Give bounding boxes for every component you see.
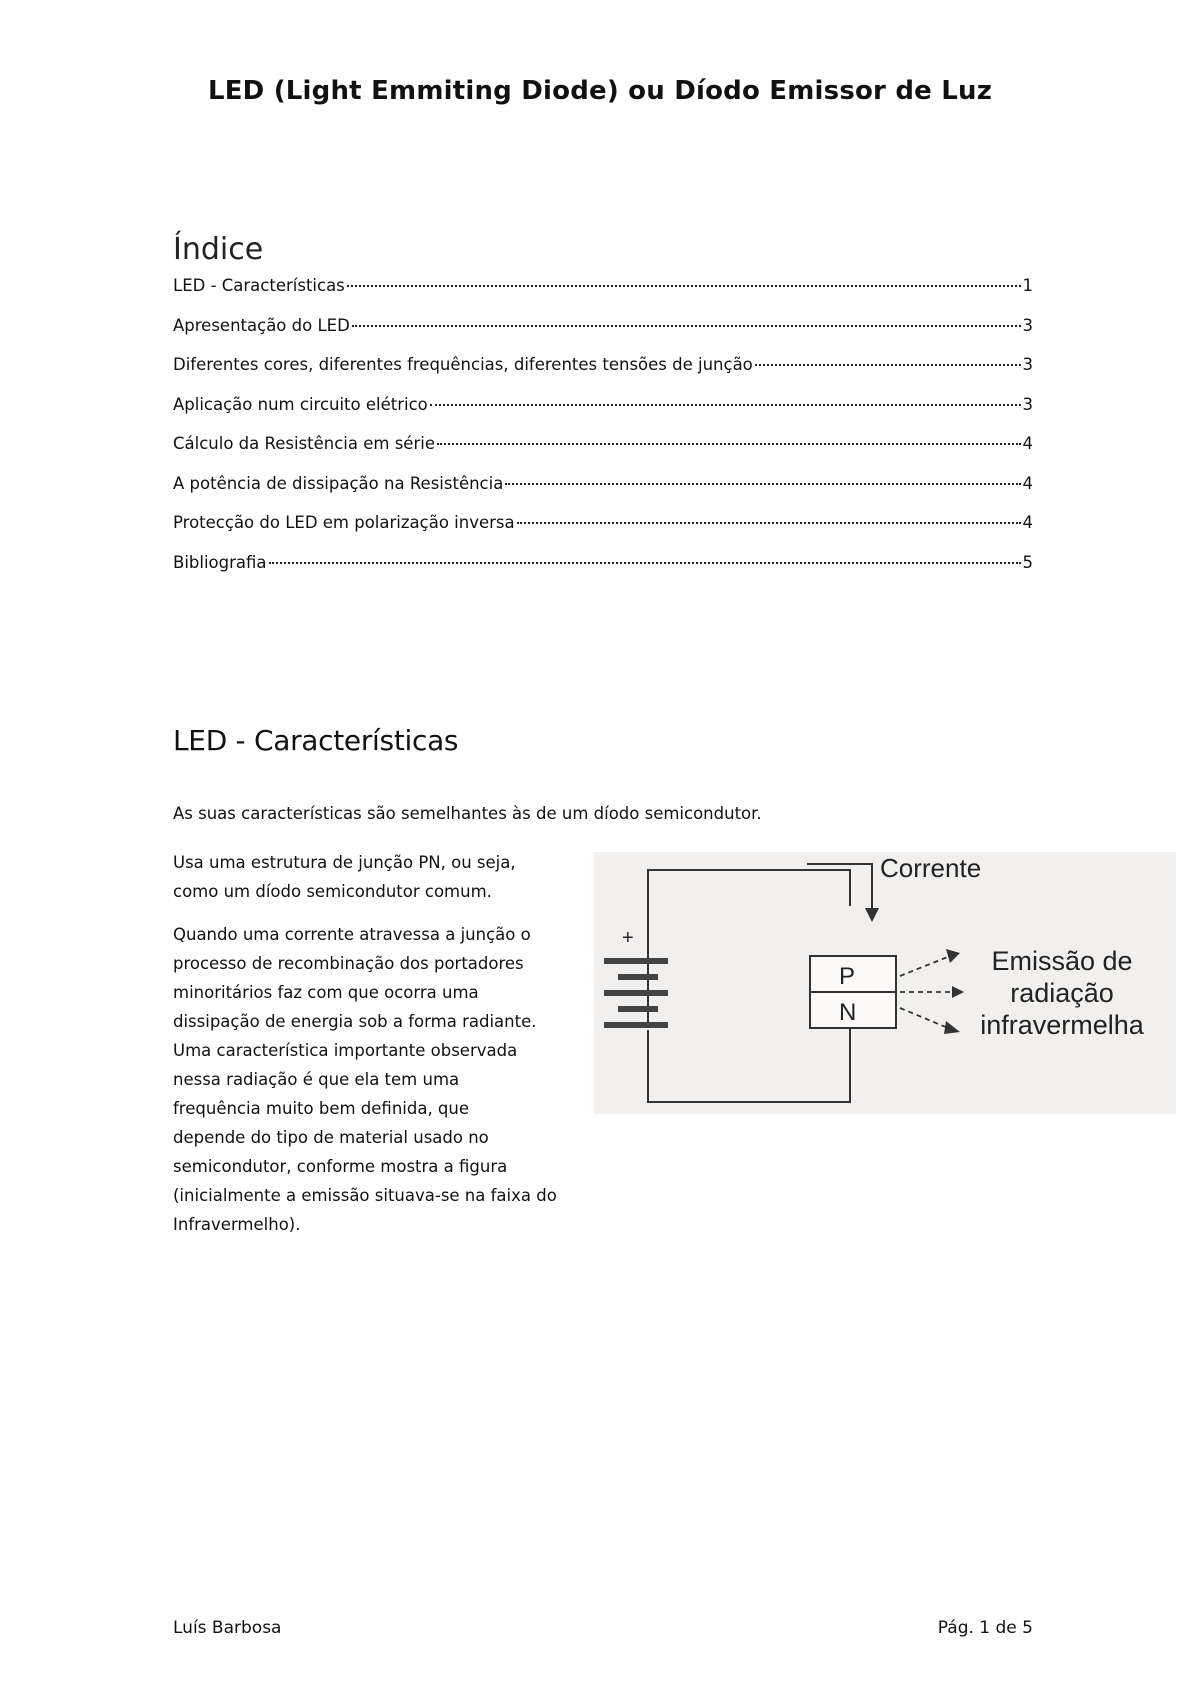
toc-entry[interactable]	[173, 513, 1033, 553]
paragraph-line: nessa radiação é que ela tem uma	[173, 1070, 460, 1089]
toc-entry[interactable]	[173, 355, 1033, 395]
paragraph-line: semicondutor, conforme mostra a figura	[173, 1157, 508, 1176]
toc-entry-page: 3	[1022, 355, 1033, 374]
toc-entry-label: Apresentação do LED	[173, 315, 350, 335]
toc-entry-label: Protecção do LED em polarização inversa	[173, 513, 515, 532]
paragraph-line: dissipação de energia sob a forma radiante.	[173, 1012, 537, 1031]
battery-plate	[604, 990, 668, 996]
table-of-contents	[173, 276, 1033, 592]
toc-entry-page: 3	[1022, 394, 1033, 414]
emission-label-line: infravermelha	[980, 1010, 1144, 1040]
battery-plate	[604, 1022, 668, 1028]
toc-leader-dots	[347, 285, 1021, 287]
toc-entry[interactable]	[173, 395, 1033, 435]
paragraph-line: processo de recombinação dos portadores	[173, 954, 524, 973]
battery-plus-sign: +	[622, 927, 634, 949]
toc-entry-page: 5	[1022, 552, 1033, 572]
toc-entry[interactable]	[173, 316, 1033, 356]
paragraph-line: frequência muito bem definida, que	[173, 1099, 470, 1118]
p-label: P	[839, 963, 856, 990]
emission-label-line: radiação	[1010, 978, 1114, 1008]
pn-junction-paragraph	[173, 848, 593, 906]
current-label: Corrente	[880, 853, 982, 883]
toc-entry-label: A potência de dissipação na Resistência	[173, 473, 504, 493]
paragraph-line: Uma característica importante observada	[173, 1041, 518, 1060]
paragraph-line: Infravermelho).	[173, 1215, 301, 1234]
toc-heading: Índice	[173, 232, 264, 267]
toc-entry-label: Bibliografia	[173, 552, 267, 572]
toc-entry-label: Diferentes cores, diferentes frequências, diferentes tensões de junção	[173, 355, 753, 374]
toc-entry-page: 3	[1022, 315, 1033, 335]
toc-entry[interactable]	[173, 276, 1033, 316]
intro-paragraph: As suas características são semelhantes às de um díodo semicondutor.	[173, 804, 762, 823]
toc-leader-dots	[755, 364, 1021, 366]
toc-entry[interactable]	[173, 474, 1033, 514]
toc-entry-label: Cálculo da Resistência em série	[173, 434, 435, 453]
toc-entry-label: LED - Características	[173, 276, 345, 295]
document-title: LED (Light Emmiting Diode) ou Díodo Emissor de Luz	[207, 76, 993, 106]
emission-label-line: Emissão de	[991, 946, 1133, 976]
paragraph-line: como um díodo semicondutor comum.	[173, 882, 492, 901]
led-junction-figure	[594, 852, 1176, 1114]
paragraph-line: Quando uma corrente atravessa a junção o	[173, 925, 531, 944]
section-title: LED - Características	[173, 724, 459, 757]
toc-entry[interactable]	[173, 553, 1033, 593]
toc-leader-dots	[269, 562, 1021, 564]
toc-leader-dots	[437, 443, 1021, 445]
paragraph-line: (inicialmente a emissão situava-se na faixa do	[173, 1186, 557, 1205]
toc-leader-dots	[430, 404, 1021, 406]
toc-leader-dots	[517, 522, 1021, 524]
footer-author: Luís Barbosa	[173, 1618, 282, 1638]
toc-entry[interactable]	[173, 434, 1033, 474]
n-label: N	[839, 999, 857, 1026]
toc-entry-page: 4	[1022, 513, 1033, 532]
toc-entry-label: Aplicação num circuito elétrico	[173, 394, 428, 414]
paragraph-line: minoritários faz com que ocorra uma	[173, 983, 479, 1002]
battery-plate	[604, 958, 668, 964]
toc-leader-dots	[505, 483, 1020, 485]
battery-plate	[618, 974, 658, 980]
paragraph-line: Usa uma estrutura de junção PN, ou seja,	[173, 853, 516, 872]
toc-entry-page: 1	[1022, 276, 1033, 295]
toc-entry-page: 4	[1022, 434, 1033, 453]
toc-entry-page: 4	[1022, 473, 1033, 493]
recombination-paragraph	[173, 920, 593, 1239]
toc-leader-dots	[352, 325, 1021, 327]
footer-page-number: Pág. 1 de 5	[937, 1618, 1033, 1638]
paragraph-line: depende do tipo de material usado no	[173, 1128, 489, 1147]
battery-plate	[618, 1006, 658, 1012]
